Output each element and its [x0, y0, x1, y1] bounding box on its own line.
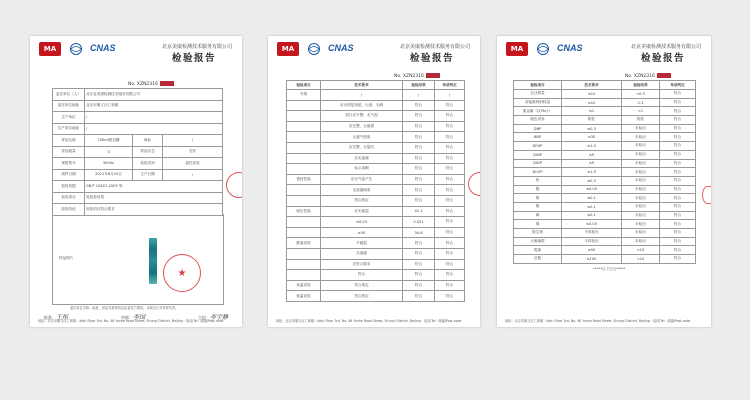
table-cell: 外观: [287, 90, 321, 101]
reviewer-signature: 李国: [132, 314, 145, 321]
table-cell: /: [435, 90, 465, 101]
table-row: [287, 195, 465, 206]
table-cell: 符合: [435, 111, 465, 122]
table-row: [514, 150, 696, 159]
table-cell: [287, 132, 321, 143]
table-cell: 应无气泡产生: [321, 174, 403, 185]
column-header: 检验项目: [287, 81, 321, 90]
table-cell: 未检出: [622, 220, 660, 229]
table-cell: 封口应平整、无气泡: [321, 111, 403, 122]
table-row: [53, 100, 223, 112]
table-cell: <1: [622, 107, 660, 116]
table-row: [514, 202, 696, 211]
table-row: [287, 142, 465, 153]
table-row: [514, 142, 696, 151]
table-cell: GB/T 10457-2009 等: [85, 181, 223, 193]
table-cell: 商标: [133, 135, 163, 147]
table-cell: 符合: [660, 124, 696, 133]
table-cell: 应完整、无裂纹: [321, 142, 403, 153]
table-cell: 符合: [435, 100, 465, 111]
table-cell: 低温试验: [287, 291, 321, 302]
table-cell: 北京市顺义区仁和镇: [85, 100, 223, 112]
table-row: [514, 229, 696, 238]
table-cell: 高温试验: [287, 280, 321, 291]
table-cell: 所检项目符合要求: [85, 204, 223, 216]
table-cell: 标示清晰: [321, 164, 403, 175]
table-row: [514, 255, 696, 264]
table-row: [287, 132, 465, 143]
table-cell: 应无明显划痕、污迹、毛刺: [321, 100, 403, 111]
table-cell: /: [321, 90, 403, 101]
table-row: [514, 185, 696, 194]
table-cell: 符合: [435, 153, 465, 164]
table-row: [514, 246, 696, 255]
table-cell: 符合: [403, 111, 435, 122]
table-cell: <10: [622, 255, 660, 264]
table-cell: /: [163, 135, 223, 147]
table-row: [514, 90, 696, 99]
table-cell: ≤100: [562, 255, 622, 264]
table-cell: 未检出: [622, 133, 660, 142]
table-cell: 锑: [514, 220, 562, 229]
table-cell: 无漏气现象: [321, 132, 403, 143]
table-cell: 符合: [660, 220, 696, 229]
signature-row: 批准：王彤 审核：李国 主检：李宇静: [44, 314, 228, 321]
table-cell: 未检出: [622, 168, 660, 177]
table-cell: 符合: [435, 195, 465, 206]
table-cell: 生产单位地址: [53, 123, 85, 135]
report-page-3: [497, 36, 711, 327]
table-cell: 符合: [435, 248, 465, 259]
cnas-logo: CNAS: [328, 43, 354, 53]
table-cell: 符合: [435, 227, 465, 238]
table-row: [53, 123, 223, 135]
cnas-logo: CNAS: [557, 43, 583, 53]
table-cell: 高锰酸钾消耗量: [514, 98, 562, 107]
table-cell: 阴性: [562, 116, 622, 125]
table-cell: 应符合要求: [321, 259, 403, 270]
ma-logo: MA: [277, 42, 299, 56]
table-row: [514, 98, 696, 107]
report-number: No. XZN2316: [128, 81, 174, 87]
remark-text: 委托单位名称、地址、样品名称等信息由委托方提供，本报告只对来样负责。: [70, 306, 179, 310]
table-row: [53, 89, 223, 101]
table-cell: 符合: [403, 174, 435, 185]
cnas-logo: CNAS: [90, 43, 116, 53]
table-row: [287, 111, 465, 122]
table-row: [514, 168, 696, 177]
table-header-row: [514, 81, 696, 90]
table-cell: 符合: [403, 259, 435, 270]
table-cell: 规格型号: [53, 158, 85, 170]
table-cell: 符合: [435, 259, 465, 270]
table-cell: ≥0.03: [321, 217, 403, 228]
photo-label: 样品照片: [59, 256, 74, 260]
table-row: [287, 121, 465, 132]
table-cell: 脱色试验: [514, 116, 562, 125]
report-title: 检验报告: [171, 53, 216, 64]
table-cell: /: [85, 112, 223, 124]
table-row: [514, 133, 696, 142]
table-row: [53, 135, 223, 147]
table-row: [514, 220, 696, 229]
table-cell: 未检出: [622, 202, 660, 211]
table-cell: [287, 195, 321, 206]
ma-logo: MA: [506, 42, 528, 56]
table-cell: ≤1.5: [562, 168, 622, 177]
table-cell: 未检出: [622, 237, 660, 246]
table-cell: /: [163, 169, 223, 181]
table-row: [287, 248, 465, 259]
table-row: [287, 174, 465, 185]
page-footer: 地址：北京市顺义区仁和镇 · Add: Floor 3rd, No. 46 Yunhe Road Street, Shunyi District, Beijing · 电话/Tel · 邮编/Post code: [38, 319, 224, 323]
table-cell: 阴性: [622, 116, 660, 125]
table-cell: 不得检出: [562, 229, 622, 238]
table-cell: 符合: [435, 121, 465, 132]
table-row: [53, 158, 223, 170]
table-row: [514, 116, 696, 125]
table-cell: [287, 142, 321, 153]
table-cell: DINP: [514, 150, 562, 159]
table-cell: 符合: [403, 100, 435, 111]
table-cell: 无渗漏: [321, 248, 403, 259]
table-row: [514, 159, 696, 168]
table-cell: 符合: [403, 164, 435, 175]
table-row: [53, 181, 223, 193]
table-cell: ≤0.05: [562, 220, 622, 229]
ilac-logo-icon: [66, 42, 86, 56]
table-cell: 符合: [403, 195, 435, 206]
table-cell: ≤50: [562, 246, 622, 255]
table-row: [53, 192, 223, 204]
table-cell: 符合: [660, 185, 696, 194]
report-number: No. XZN2316: [394, 73, 440, 79]
table-cell: 完好: [163, 146, 223, 158]
table-cell: DnOP: [514, 168, 562, 177]
org-name: 北京美康检测技术服务有限公司: [630, 44, 701, 50]
table-cell: 符合: [660, 176, 696, 185]
table-cell: 总迁移量: [514, 90, 562, 99]
table-cell: 符合: [435, 217, 465, 228]
table-cell: 样品数量: [53, 146, 85, 158]
table-cell: 符合: [660, 168, 696, 177]
report-title: 检验报告: [640, 53, 685, 64]
table-cell: 2.3: [622, 98, 660, 107]
red-seal-stamp: ★: [163, 254, 201, 292]
table-cell: [287, 164, 321, 175]
table-cell: 检验结论: [53, 204, 85, 216]
column-header: 检验结果: [403, 81, 435, 90]
table-cell: 未检出: [622, 176, 660, 185]
table-cell: 符合: [660, 237, 696, 246]
table-row: [287, 90, 465, 101]
table-cell: 符合: [403, 248, 435, 259]
test-results-table: [286, 80, 465, 302]
table-cell: 微生物: [514, 229, 562, 238]
table-cell: [287, 100, 321, 111]
table-cell: 见检验结果: [85, 192, 223, 204]
table-row: [287, 206, 465, 217]
ilac-logo-icon: [533, 42, 553, 56]
table-cell: /: [403, 90, 435, 101]
table-cell: 符合规定: [321, 291, 403, 302]
table-cell: 符合: [435, 174, 465, 185]
report-page-2: [268, 36, 480, 327]
table-cell: 生产日期: [133, 169, 163, 181]
table-cell: 生产单位: [53, 112, 85, 124]
table-cell: 委托单位地址: [53, 100, 85, 112]
table-cell: ≤9: [562, 150, 622, 159]
table-header-row: [287, 81, 465, 90]
sample-photo: [149, 238, 157, 284]
table-row: [287, 259, 465, 270]
report-page-1: [30, 36, 242, 327]
table-row: [53, 169, 223, 181]
table-cell: 耐压性能: [287, 206, 321, 217]
table-cell: 未检出: [622, 159, 660, 168]
table-cell: 未检出: [622, 124, 660, 133]
column-header: 检验项目: [514, 81, 562, 90]
table-cell: 符合: [403, 291, 435, 302]
table-cell: 符合: [435, 164, 465, 175]
table-cell: 符合: [660, 142, 696, 151]
table-cell: 检验类别: [133, 158, 163, 170]
table-row: [287, 227, 465, 238]
report-title: 检验报告: [409, 53, 454, 64]
table-row: [514, 176, 696, 185]
table-cell: 砷: [514, 211, 562, 220]
table-cell: <10: [622, 246, 660, 255]
table-cell: 300ml: [85, 158, 133, 170]
report-info-table: [52, 88, 223, 216]
end-of-table-note: *****以下空白*****: [593, 267, 626, 271]
sample-photo-area: [52, 214, 224, 305]
table-cell: 符合: [435, 206, 465, 217]
test-results-table: [513, 80, 696, 264]
table-cell: 符合: [660, 194, 696, 203]
table-cell: [287, 111, 321, 122]
report-header: [268, 36, 480, 70]
page-footer: 地址：北京市顺义区仁和镇 · Add: Floor 3rd, No. 46 Yunhe Road Street, Shunyi District, Beijing · 电话/Tel · 邮编/Post code: [276, 319, 462, 323]
table-cell: 符合: [660, 255, 696, 264]
table-cell: <0.5: [622, 90, 660, 99]
column-header: 技术要求: [321, 81, 403, 90]
side-seal-stamp: [468, 172, 480, 196]
table-cell: ≥30: [321, 227, 403, 238]
table-cell: 符合: [435, 270, 465, 281]
table-cell: 应完整、无破损: [321, 121, 403, 132]
table-row: [287, 280, 465, 291]
table-cell: ≤10: [562, 90, 622, 99]
table-cell: ≤0.05: [562, 185, 622, 194]
table-cell: 重金属（以Pb计）: [514, 107, 562, 116]
table-cell: 总数: [514, 255, 562, 264]
table-row: [287, 100, 465, 111]
table-cell: [287, 270, 321, 281]
table-cell: ≤1.5: [562, 142, 622, 151]
table-cell: DIDP: [514, 159, 562, 168]
approver-signature: 王彤: [56, 314, 69, 321]
table-cell: 符合: [660, 133, 696, 142]
table-cell: ≤9: [562, 159, 622, 168]
table-row: [287, 270, 465, 281]
table-cell: 符合: [660, 211, 696, 220]
table-row: [287, 153, 465, 164]
table-row: [287, 291, 465, 302]
table-cell: 符合: [435, 185, 465, 196]
table-cell: 到样日期: [53, 169, 85, 181]
table-cell: BBP: [514, 133, 562, 142]
table-cell: 0.051: [403, 217, 435, 228]
table-cell: 符合: [660, 150, 696, 159]
table-cell: ≤30: [562, 133, 622, 142]
table-row: [287, 164, 465, 175]
table-cell: 符合: [660, 246, 696, 255]
table-cell: 符合: [435, 132, 465, 143]
table-cell: 未检出: [622, 142, 660, 151]
table-cell: 符合: [660, 90, 696, 99]
table-cell: /: [85, 123, 223, 135]
table-cell: [287, 227, 321, 238]
table-cell: 3: [85, 146, 133, 158]
table-cell: 42.1: [403, 206, 435, 217]
table-cell: ≤0.1: [562, 202, 622, 211]
table-cell: 北京亚美康检测技术服务有限公司: [85, 89, 223, 101]
table-cell: [287, 259, 321, 270]
table-cell: 未检出: [622, 185, 660, 194]
table-row: [287, 217, 465, 228]
table-cell: [287, 153, 321, 164]
table-cell: [287, 248, 321, 259]
table-cell: 检验项目: [53, 192, 85, 204]
table-cell: 符合: [403, 121, 435, 132]
table-cell: 密封性能: [287, 174, 321, 185]
table-cell: 样品名称: [53, 135, 85, 147]
table-cell: 委托单位（人）: [53, 89, 85, 101]
table-row: [287, 185, 465, 196]
column-header: 单项判定: [660, 81, 696, 90]
table-cell: 未检出: [622, 194, 660, 203]
table-row: [287, 238, 465, 249]
table-cell: 大肠菌群: [514, 237, 562, 246]
table-cell: 未检出: [622, 211, 660, 220]
table-cell: 符合: [403, 153, 435, 164]
report-header: [30, 36, 242, 70]
table-cell: 不破裂: [321, 238, 403, 249]
table-cell: 应无渗漏: [321, 153, 403, 164]
table-cell: 铬: [514, 194, 562, 203]
table-cell: 无渗漏现象: [321, 185, 403, 196]
table-cell: 不得检出: [562, 237, 622, 246]
table-cell: 符合规定: [321, 195, 403, 206]
table-cell: 未检出: [622, 229, 660, 238]
table-cell: 符合: [435, 142, 465, 153]
report-number: No. XZN2316: [625, 73, 671, 79]
table-cell: 跌落试验: [287, 238, 321, 249]
table-cell: 符合: [435, 291, 465, 302]
ma-logo: MA: [39, 42, 61, 56]
table-cell: [287, 217, 321, 228]
table-row: [514, 124, 696, 133]
table-cell: 符合: [660, 107, 696, 116]
table-cell: 符合: [660, 98, 696, 107]
table-cell: 镍: [514, 202, 562, 211]
column-header: 单项判定: [435, 81, 465, 90]
table-cell: DEHP: [514, 142, 562, 151]
ilac-logo-icon: [304, 42, 324, 56]
inspector-signature: 李宇静: [209, 314, 228, 321]
table-cell: 符合: [660, 116, 696, 125]
table-cell: ≤0.1: [562, 211, 622, 220]
table-cell: 样品状态: [133, 146, 163, 158]
table-cell: 2021年6月25日: [85, 169, 133, 181]
table-cell: 霉菌: [514, 246, 562, 255]
edge-seal-stamp: [702, 186, 711, 204]
table-cell: 符合: [435, 238, 465, 249]
org-name: 北京美康检测技术服务有限公司: [161, 44, 232, 50]
table-cell: 铅: [514, 176, 562, 185]
column-header: 检验结果: [622, 81, 660, 90]
page-footer: 地址：北京市顺义区仁和镇 · Add: Floor 3rd, No. 46 Yunhe Road Street, Shunyi District, Beijing · 电话/Tel · 邮编/Post code: [505, 319, 691, 323]
side-seal-stamp: [226, 172, 242, 198]
table-row: [53, 146, 223, 158]
table-cell: 委托检验: [163, 158, 223, 170]
table-cell: 符合: [403, 270, 435, 281]
table-row: [514, 237, 696, 246]
table-cell: 符合: [660, 202, 696, 211]
table-cell: ≤1: [562, 107, 622, 116]
table-cell: 符合: [403, 280, 435, 291]
table-cell: ≤0.5: [562, 176, 622, 185]
table-cell: 镉: [514, 185, 562, 194]
table-cell: 符合: [403, 238, 435, 249]
table-cell: DBP: [514, 124, 562, 133]
table-cell: 符合: [403, 132, 435, 143]
table-cell: 34.6: [403, 227, 435, 238]
table-cell: 符合: [403, 185, 435, 196]
table-cell: 符合: [660, 159, 696, 168]
table-row: [53, 112, 223, 124]
org-name: 北京美康检测技术服务有限公司: [399, 44, 470, 50]
table-cell: ≤0.3: [562, 124, 622, 133]
table-row: [514, 211, 696, 220]
table-cell: 700ml密封罐: [85, 135, 133, 147]
table-cell: [287, 185, 321, 196]
table-cell: 应无破裂: [321, 206, 403, 217]
table-cell: 检验依据: [53, 181, 85, 193]
table-cell: 未检出: [622, 150, 660, 159]
table-cell: 符合: [321, 270, 403, 281]
table-cell: 符合规定: [321, 280, 403, 291]
table-row: [514, 194, 696, 203]
table-cell: ≤10: [562, 98, 622, 107]
table-cell: 符合: [435, 280, 465, 291]
table-row: [514, 107, 696, 116]
table-cell: [287, 121, 321, 132]
column-header: 技术要求: [562, 81, 622, 90]
table-cell: 符合: [403, 142, 435, 153]
table-cell: 符合: [660, 229, 696, 238]
report-header: [497, 36, 711, 70]
table-cell: ≤0.1: [562, 194, 622, 203]
